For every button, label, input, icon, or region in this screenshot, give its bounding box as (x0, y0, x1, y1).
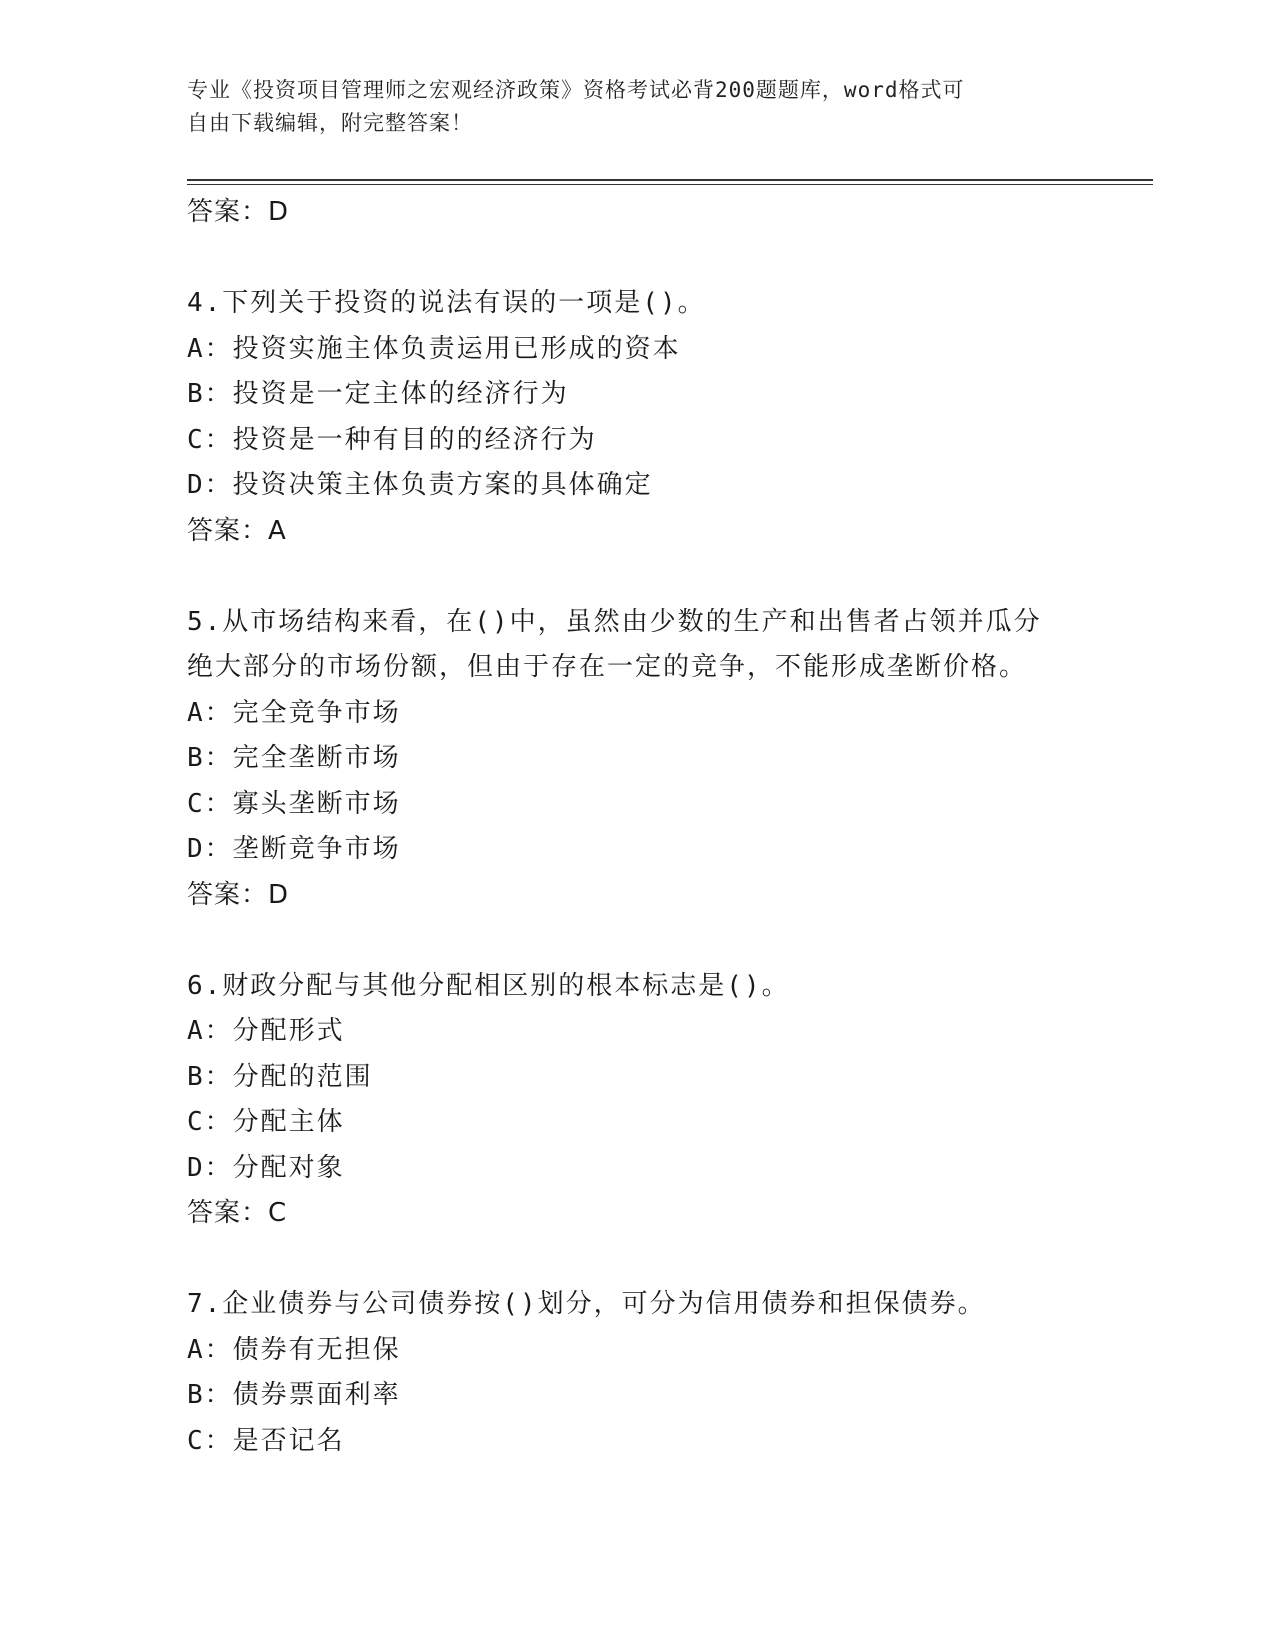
page-header (187, 74, 1067, 140)
option-b: B：债券票面利率 (187, 1380, 401, 1410)
option-c: C：是否记名 (187, 1425, 345, 1456)
option-d: D：投资决策主体负责方案的具体确定 (187, 470, 653, 500)
option-c: C：寡头垄断市场 (187, 788, 401, 819)
header-rule-thin (187, 184, 1153, 185)
option-a: A：债券有无担保 (187, 1334, 401, 1365)
spacer (187, 236, 1187, 282)
question-block (187, 964, 1187, 1237)
spacer (187, 918, 1187, 964)
question-stem: 7.企业债券与公司债券按()划分，可分为信用债券和担保债券。 (187, 1289, 986, 1319)
option-d: D：垄断竞争市场 (187, 834, 401, 864)
question-block (187, 281, 1187, 554)
header-rule-thick (187, 179, 1153, 181)
question-stem: 4.下列关于投资的说法有误的一项是()。 (187, 288, 706, 318)
spacer (187, 554, 1187, 600)
option-b: B：分配的范围 (187, 1061, 373, 1092)
question-list (187, 190, 1187, 1464)
answer-line: 答案：D (187, 879, 290, 910)
question-block (187, 600, 1187, 919)
spacer (187, 1237, 1187, 1283)
option-b: B：完全垄断市场 (187, 743, 401, 773)
option-a: A：完全竞争市场 (187, 697, 401, 728)
option-a: A：分配形式 (187, 1016, 345, 1046)
question-stem: 5.从市场结构来看，在()中，虽然由少数的生产和出售者占领并瓜分 (187, 606, 1042, 637)
question-stem-continued: 绝大部分的市场份额，但由于存在一定的竞争，不能形成垄断价格。 (187, 652, 1028, 682)
question-block (187, 1282, 1187, 1464)
option-d: D：分配对象 (187, 1152, 345, 1183)
option-c: C：分配主体 (187, 1107, 345, 1137)
answer-line: 答案：A (187, 515, 287, 546)
option-c: C：投资是一种有目的的经济行为 (187, 424, 597, 455)
question-stem: 6.财政分配与其他分配相区别的根本标志是()。 (187, 970, 790, 1001)
option-a: A：投资实施主体负责运用已形成的资本 (187, 333, 681, 364)
option-b: B：投资是一定主体的经济行为 (187, 379, 569, 409)
answer-line: 答案：C (187, 1198, 288, 1228)
header-line-1: 专业《投资项目管理师之宏观经济政策》资格考试必背200题题库，word格式可 (187, 78, 965, 102)
header-line-2: 自由下载编辑，附完整答案！ (187, 111, 473, 135)
answer-line: 答案：D (187, 197, 290, 227)
